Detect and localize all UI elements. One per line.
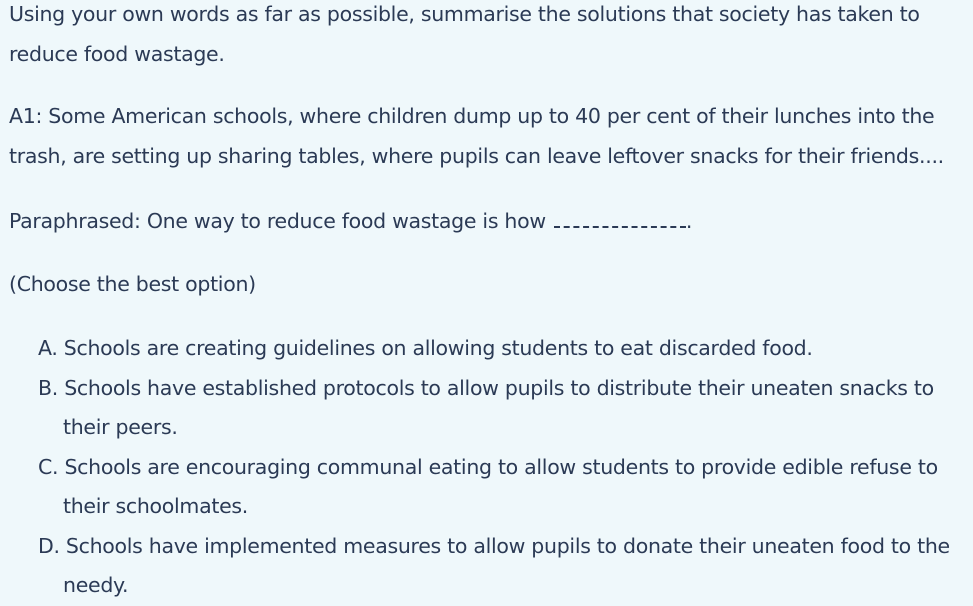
- option-d-text-cont: needy.: [63, 573, 129, 597]
- option-c-text: C. Schools are encouraging communal eating to allow students to provide edible refuse to: [38, 454, 938, 479]
- option-b-text-cont: their peers.: [63, 415, 178, 439]
- passage-line-2: trash, are setting up sharing tables, where pupils can leave leftover snacks for their friends....: [9, 144, 944, 168]
- paraphrased-prompt: [9, 201, 692, 241]
- answer-blank: [554, 208, 686, 228]
- question-line-2: reduce food wastage.: [9, 42, 225, 66]
- option-a[interactable]: [38, 329, 973, 369]
- passage-line-1: A1: Some American schools, where children dump up to 40 per cent of their lunches into the: [9, 104, 935, 128]
- instruction-text: (Choose the best option): [9, 272, 256, 296]
- paraphrased-text: Paraphrased: One way to reduce food wastage is how: [9, 209, 546, 233]
- option-b[interactable]: [38, 369, 973, 448]
- option-d-text: D. Schools have implemented measures to allow pupils to donate their uneaten food to the: [38, 533, 950, 558]
- option-c[interactable]: [38, 448, 973, 527]
- option-a-text: A. Schools are creating guidelines on allowing students to eat discarded food.: [38, 336, 813, 360]
- question-line-1: Using your own words as far as possible, summarise the solutions that society has taken to: [9, 2, 920, 26]
- passage-excerpt: [9, 96, 944, 176]
- options-list: [38, 329, 973, 606]
- option-c-text-cont: their schoolmates.: [63, 494, 248, 518]
- question-text: [9, 0, 920, 74]
- option-b-text: B. Schools have established protocols to allow pupils to distribute their uneaten snacks to: [38, 375, 934, 400]
- paraphrased-end: .: [685, 209, 693, 233]
- option-d[interactable]: [38, 527, 973, 606]
